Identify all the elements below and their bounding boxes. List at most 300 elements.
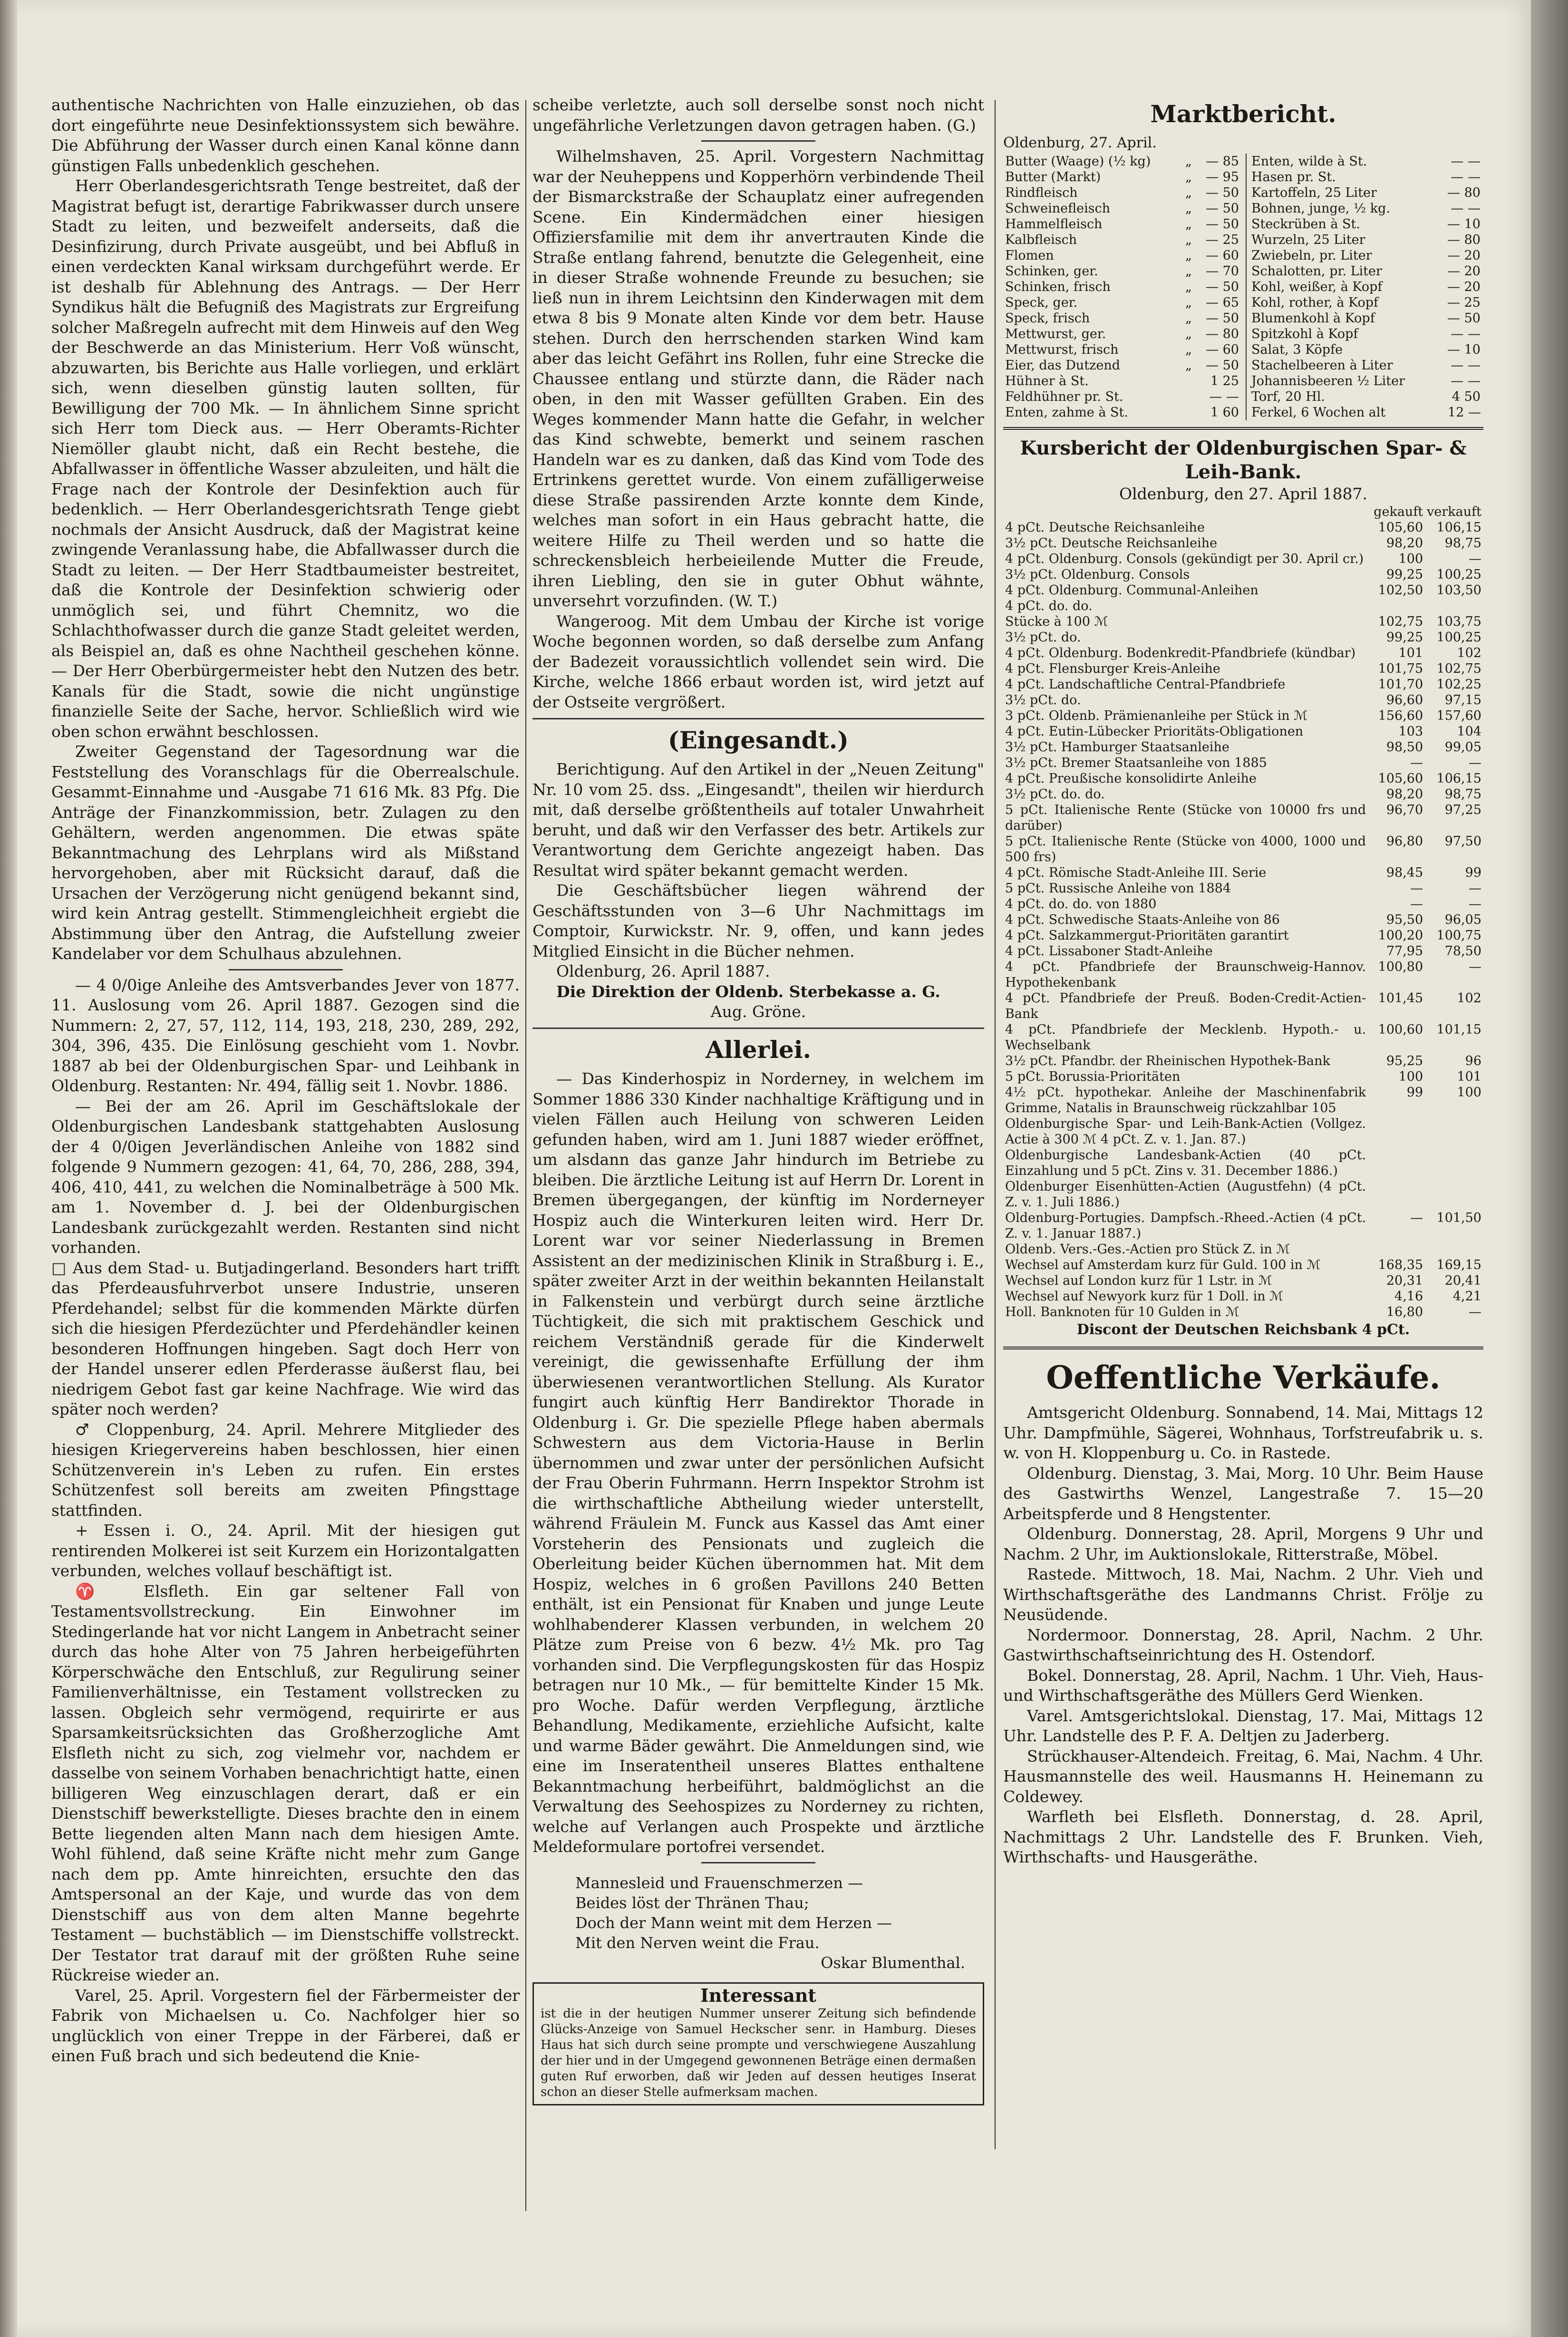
kurs-sold: 102 (1457, 990, 1481, 1006)
market-item: Blumenkohl à Kopf (1246, 310, 1440, 326)
kurs-bought: 168,35 (1378, 1257, 1423, 1272)
market-row (1003, 232, 1241, 248)
market-item: Hammelfleisch (1005, 216, 1103, 232)
kurs-bought: 16,80 (1386, 1304, 1423, 1319)
kurs-bought: 95,25 (1386, 1053, 1423, 1068)
kurs-sold: 99,05 (1444, 739, 1481, 755)
paragraph: Berichtigung. Auf den Artikel in der „Neuen Zeitung" Nr. 10 vom 25. dss. „Eingesandt", theilen wir hierdurch mit, daß derselbe größtentheils auf totaler Unwahrheit beruht, und daß wir den Verfasser des betr. Artikels zur Verantwortung dem Gerichte angezeigt haben. Das Resultat wird später bekannt gemacht werden. (532, 760, 984, 880)
paragraph: ♈ Elsfleth. Ein gar seltener Fall von Testamentsvollstreckung. Ein Einwohner im Stedingerlande hat vor nicht Langem in Anbetracht seiner durch das hohe Alter von 75 Jahren herbeigeführten Körperschwäche den Entschluß, zur Regulirung seiner Familienverhältnisse, ein Testament vollstrecken zu lassen. Obgleich sehr vermögend, requirirte er aus Sparsamkeitsrücksichten das Großherzogliche Amt Elsfleth nicht zu sich, zog vielmehr vor, nachdem er dasselbe von seinem Vorhaben benachrichtigt hatte, einen billigeren Weg einzuschlagen derart, daß er ein Dienstschiff bewerkstelligte. Dieses brachte den in einem Bette liegenden alten Mann nach dem hiesigen Amte. Wohl fühlend, daß seine Kräfte nicht mehr zum Gange nach dem pp. Amte hinreichten, ersuchte den das Amtspersonal an der Kaje, und wurde das von dem Dienstschiff aus von dem alten Manne begehrte Testament — buchstäblich — im Dienstschiffe vollstreckt. Der Testator trat darauf mit der größten Ruhe seine Rückreise wieder an. (51, 1581, 520, 1984)
paragraph: Wilhelmshaven, 25. April. Vorgestern Nachmittag war der Neuheppens und Kopperhörn verbindende Theil der Bismarckstraße der Schauplatz einer aufregenden Scene. Ein Kindermädchen einer hiesigen Offiziersfamilie mit dem ihr anvertrauten Kinde die Straße entlang fahrend, benutzte die Gelegenheit, eine in dieser Straße wohnende Freunde zu besuchen; sie ließ nun in ihrem Leichtsinn den Kinderwagen mit dem etwa 8 bis 9 Monate alten Kinde vor dem betr. Hause stehen. Durch den herrschenden starken Wind kam aber das leicht Gefährt ins Rollen, fuhr eine Strecke die Chaussee entlang und stürzte dann, die Räder nach oben, in den mit Wasser gefüllten Graben. Ein des Weges kommender Mann hatte die Gefahr, in welcher das Kind schwebte, bemerkt und seinem raschen Handeln war es zu danken, daß das Kind vom Tode des Ertrinkens gerettet wurde. Von einem zufälligerweise diese Straße passirenden Arzte konnte dem Kinde, welches man sofort in ein Haus gebracht hatte, die weitere Hilfe zu Theil werden und so hatte die schreckensbleich herbeieilende Mutter die Freude, ihren Liebling, den sie in guter Obhut wähnte, unversehrt vorzufinden. (W. T.) (532, 147, 984, 610)
kurs-row (1003, 881, 1483, 896)
kurs-header-cell: gekauft (1374, 504, 1423, 519)
market-item: Kohl, weißer, à Kopf (1246, 279, 1440, 295)
kurs-table (1003, 504, 1483, 1320)
market-item: Eier, das Dutzend (1005, 358, 1121, 373)
kurs-row (1003, 535, 1483, 551)
kurs-row (1003, 567, 1483, 582)
kurs-bought: 98,45 (1386, 865, 1423, 880)
divider (532, 718, 984, 719)
kurs-sold (1425, 1147, 1483, 1179)
kurs-sold: — (1469, 881, 1481, 896)
market-row (1246, 405, 1483, 420)
kurs-header-row (1003, 504, 1483, 520)
market-unit: „ (1185, 295, 1192, 310)
kurs-sold: 106,15 (1436, 520, 1481, 535)
kurs-sold: 4,21 (1452, 1289, 1481, 1304)
market-item: Stachelbeeren à Liter (1246, 358, 1440, 373)
divider (701, 140, 815, 142)
kurs-row (1003, 786, 1483, 802)
kurs-security: 4 pCt. Pfandbriefe der Braunschweig-Hannov. Hypothekenbank (1005, 959, 1366, 990)
market-price: — — (1451, 169, 1481, 184)
verkaeufe-title: Oeffentliche Verkäufe. (1046, 1359, 1441, 1396)
kurs-bought: 96,80 (1386, 834, 1423, 849)
market-unit: „ (1185, 326, 1192, 341)
kurs-sold: 157,60 (1436, 708, 1481, 723)
market-price: — 20 (1447, 279, 1481, 294)
market-item: Schinken, ger. (1005, 263, 1098, 279)
kurs-bought: 100,60 (1378, 1022, 1423, 1037)
advertisement-text: ist die in der heutigen Nummer unserer Zeitung sich befindende Glücks-Anzeige von Samuel Heckscher senr. in Hamburg. Dieses Haus hat sich durch seine prompte und verschwiegene Auszahlung der hier und in der Umgegend gewonnenen Beträge einen dermaßen guten Ruf erworben, daß wir Jeden auf dessen heutiges Inserat schon an dieser Stelle aufmerksam machen. (541, 2006, 976, 2099)
sale-notice: Nordermoor. Donnerstag, 28. April, Nachm. 2 Uhr. Gastwirthschaftseinrichtung des H. Ostendorf. (1003, 1625, 1483, 1664)
market-row (1246, 358, 1483, 373)
market-unit: „ (1185, 342, 1192, 357)
kurs-sold: 98,75 (1444, 786, 1481, 802)
market-row (1246, 389, 1483, 405)
kurs-sold (1425, 1179, 1483, 1210)
poem-line: Beides löst der Thränen Thau; (575, 1893, 809, 1912)
kurs-sold: 78,50 (1444, 943, 1481, 959)
sale-notice: Amtsgericht Oldenburg. Sonnabend, 14. Mai, Mittags 12 Uhr. Dampfmühle, Sägerei, Wohnhaus, Torfstreufabrik u. s. w. von H. Kloppenburg u. Co. in Rastede. (1003, 1403, 1483, 1462)
paragraph: □ Aus dem Stad- u. Butjadingerland. Besonders hart trifft das Pferdeausfuhrverbot unsere Industrie, unseren Pferdehandel; selbst für die kommenden Märkte dürfen sich die hiesigen Pferdezüchter und Pferdehändler keinen besonderen Hoffnungen hingeben. Sagt doch Herr von der Handel unserer edlen Pferderasse äußerst flau, bei niedrigem Gebot fast gar keine Nachfrage. Wie wird das später noch werden? (51, 1258, 520, 1418)
kurs-bought: 100,80 (1378, 959, 1423, 974)
kurs-security: 4 pCt. Deutsche Reichsanleihe (1005, 520, 1205, 535)
kurs-bought (1368, 1179, 1425, 1210)
market-item: Enten, wilde à St. (1246, 154, 1440, 169)
kurs-row (1003, 551, 1483, 567)
market-item: Kohl, rother, à Kopf (1246, 295, 1440, 310)
kurs-security: Oldenburger Eisenhütten-Actien (Augustfehn) (4 pCt. Z. v. 1. Juli 1886.) (1005, 1179, 1366, 1210)
kurs-sold: 100,25 (1436, 630, 1481, 645)
kurs-row (1003, 520, 1483, 535)
market-row (1246, 263, 1483, 279)
column-rule-1 (525, 100, 526, 2211)
kurs-row (1003, 1085, 1483, 1116)
market-price: — 70 (1206, 263, 1239, 279)
market-row (1003, 185, 1241, 201)
market-price: 4 50 (1452, 389, 1481, 404)
kursbericht-date: Oldenburg, den 27. April 1887. (1119, 484, 1367, 503)
market-item: Steckrüben à St. (1246, 216, 1440, 232)
kurs-security: 4 pCt. Landschaftliche Central-Pfandbriefe (1005, 677, 1286, 692)
kurs-sold: 104 (1457, 724, 1481, 739)
market-row (1003, 405, 1241, 420)
market-row (1003, 154, 1241, 169)
kurs-bought: 103 (1398, 724, 1423, 739)
kurs-bought: 101,70 (1378, 677, 1423, 692)
market-unit (1179, 389, 1198, 405)
paragraph: — 4 0/0ige Anleihe des Amtsverbandes Jever von 1877. 11. Auslosung vom 26. April 1887. Gezogen sind die Nummern: 2, 27, 57, 112, 114, 193, 218, 230, 289, 292, 304, 396, 435. Die Einlösung geschieht vom 1. Novbr. 1887 ab bei der Oldenburgischen Spar- und Leihbank in Oldenburg. Restanten: Nr. 494, fällig seit 1. Novbr. 1886. (51, 975, 520, 1095)
kurs-sold: 101 (1457, 1069, 1481, 1084)
market-unit: „ (1185, 263, 1192, 279)
market-price: — 50 (1206, 201, 1239, 216)
kurs-row (1003, 1273, 1483, 1289)
binding-gutter (0, 0, 17, 2337)
kurs-bought: 98,20 (1386, 786, 1423, 802)
kurs-row (1003, 802, 1483, 834)
market-item: Johannisbeeren ½ Liter (1246, 373, 1440, 389)
market-item: Wurzeln, 25 Liter (1246, 232, 1440, 248)
kurs-row (1003, 1289, 1483, 1304)
market-row (1003, 263, 1241, 279)
market-table (1003, 154, 1483, 420)
market-unit: „ (1185, 279, 1192, 294)
market-row (1246, 342, 1483, 358)
kurs-security: 4 pCt. Schwedische Staats-Anleihe von 86 (1005, 912, 1280, 927)
kurs-bought: 99,25 (1386, 630, 1423, 645)
kurs-security: 5 pCt. Italienische Rente (Stücke von 4000, 1000 und 500 frs) (1005, 834, 1366, 864)
kurs-sold (1425, 598, 1483, 614)
kurs-bought: 102,75 (1378, 614, 1423, 629)
marktbericht-date: Oldenburg, 27. April. (1003, 135, 1157, 151)
market-item: Schweinefleisch (1005, 201, 1111, 216)
column-rule-2 (995, 100, 996, 2149)
market-row (1003, 169, 1241, 185)
section-title-eingesandt: (Eingesandt.) (668, 726, 849, 754)
kurs-sold: — (1469, 1304, 1481, 1319)
market-price: — — (1451, 201, 1481, 216)
kurs-sold: 100 (1457, 1085, 1481, 1100)
kurs-row (1003, 834, 1483, 865)
kurs-security: 3½ pCt. do. do. (1005, 786, 1105, 802)
market-row (1246, 279, 1483, 295)
kurs-sold: 102 (1457, 645, 1481, 660)
kurs-sold: 100,75 (1436, 928, 1481, 943)
market-row (1003, 201, 1241, 216)
kurs-row (1003, 630, 1483, 645)
kurs-security: 3½ pCt. Bremer Staatsanleihe von 1885 (1005, 755, 1267, 770)
kurs-bought: 98,20 (1386, 535, 1423, 551)
market-price: — 60 (1206, 342, 1239, 357)
market-row (1246, 232, 1483, 248)
market-unit: „ (1185, 248, 1192, 263)
kurs-bought: 96,70 (1386, 802, 1423, 817)
paragraph: Die Geschäftsbücher liegen während der Geschäftsstunden von 3—6 Uhr Nachmittags im Comptoir, Kurwickstr. Nr. 9, offen, und kann jedes Mitglied Einsicht in die Bücher nehmen. (532, 881, 984, 960)
kurs-row (1003, 614, 1483, 630)
market-unit: „ (1185, 232, 1192, 247)
divider (532, 1028, 984, 1029)
kurs-row (1003, 677, 1483, 692)
kurs-bought: 99,25 (1386, 567, 1423, 582)
market-unit: „ (1185, 185, 1192, 200)
poem-author: Oskar Blumenthal. (821, 1953, 965, 1972)
divider (701, 1862, 815, 1863)
market-row (1003, 216, 1241, 232)
kurs-security: 3 pCt. Oldenb. Prämienanleihe per Stück in ℳ (1005, 708, 1308, 723)
market-item: Rindfleisch (1005, 185, 1078, 200)
kurs-sold: 102,25 (1436, 677, 1481, 692)
kurs-bought: — (1410, 881, 1423, 896)
market-price: — — (1451, 358, 1481, 373)
kurs-security: Oldenburgische Landesbank-Actien (40 pCt. Einzahlung und 5 pCt. Zins v. 31. December 1886.) (1005, 1147, 1366, 1178)
paragraph: authentische Nachrichten von Halle einzuziehen, ob das dort eingeführte neue Desinfektionssystem sich bewähre. Die Abführung der Wasser durch einen Kanal könne dann günstigen Falls unbedenklich geschehen. (51, 96, 520, 175)
paragraph: — Bei der am 26. April im Geschäftslokale der Oldenburgischen Landesbank stattgehabten Auslosung der 4 0/0igen Jeverländischen Anleihe von 1882 sind folgende 9 Nummern gezogen: 41, 64, 70, 286, 288, 394, 406, 410, 441, zu welchen die Nominalbeträge à 500 Mk. am 1. November d. J. bei der Oldenburgischen Landesbank zurückgezahlt werden. Restanten sind nicht vorhanden. (51, 1096, 520, 1257)
kurs-security: 4 pCt. Pfandbriefe der Preuß. Boden-Credit-Actien-Bank (1005, 990, 1366, 1021)
paragraph: Herr Oberlandesgerichtsrath Tenge bestreitet, daß der Magistrat befugt ist, derartige Fabrikwasser durch unsere Stadt zu leiten, und bezweifelt anderseits, daß die Desinfizirung, durch Private ausgeübt, und bei Abfluß in einen verdeckten Kanal wirksam durchgeführt werde. Er ist deshalb für Ablehnung des Antrags. — Der Herr Syndikus hält die Befugniß des Magistrats zur Ergreifung solcher Maßregeln aufrecht mit dem Hinweis auf den Weg der Beschwerde an das Ministerium. Herr Voß wünscht, abzuwarten, bis Berichte aus Halle vorliegen, und erklärt sich, wenn dieselben günstig lauten sollten, für Bewilligung der 700 Mk. — In ähnlichem Sinne spricht sich Herr tom Dieck aus. — Herr Oberamts-Richter Niemöller glaubt nicht, daß ein Recht bestehe, die Abfallwasser in öffentliche Wasser abzuleiten, und hält die Frage nach der Kontrole der Desinfektion auch für bedenklich. — Herr Oberlandesgerichtsrath Tenge giebt nochmals der Ansicht Ausdruck, daß der Magistrat keine zwingende Veranlassung habe, die Abfallwasser durch die Stadt zu leiten. — Der Herr Stadtbaumeister bestreitet, daß die Kontrole der Desinfektion schwierig oder unmöglich sei, und führt Chemnitz, wo die Schlachthofwasser durch die ganze Stadt geleitet werden, als Beispiel an, daß es ohne Nachtheil geschehen könne. — Der Herr Oberbürgermeister hebt den Nutzen des betr. Kanals für die Stadt, sowie die nicht ungünstige finanzielle Seite der Sache, hervor. Schließlich wird wie oben schon erwähnt beschlossen. (51, 176, 520, 741)
kurs-security: 4 pCt. Lissaboner Stadt-Anleihe (1005, 943, 1213, 959)
market-row (1246, 248, 1483, 263)
kurs-security: 4½ pCt. hypothekar. Anleihe der Maschinenfabrik Grimme, Natalis in Braunschweig rückzahlbar 105 (1005, 1085, 1366, 1115)
kurs-header-cell: verkauft (1427, 504, 1481, 519)
kurs-security: Oldenburg-Portugies. Dampfsch.-Rheed.-Actien (4 pCt. Z. v. 1. Januar 1887.) (1005, 1210, 1366, 1241)
kurs-row (1003, 582, 1483, 598)
kurs-security: 4 pCt. Römische Stadt-Anleihe III. Serie (1005, 865, 1267, 880)
market-price: 1 25 (1210, 373, 1239, 388)
section-title-allerlei: Allerlei. (705, 1036, 812, 1064)
kurs-security: 5 pCt. Italienische Rente (Stücke von 10000 frs und darüber) (1005, 802, 1366, 833)
kurs-row (1003, 1116, 1483, 1147)
sale-notice: Strückhauser-Altendeich. Freitag, 6. Mai, Nachm. 4 Uhr. Hausmannstelle des weil. Hausmanns H. Heinemann zu Coldewey. (1003, 1746, 1483, 1806)
page-edge (1531, 0, 1568, 2337)
market-price: — 80 (1206, 326, 1239, 341)
kurs-bought (1368, 1116, 1425, 1147)
kurs-bought: 99 (1406, 1085, 1423, 1100)
kurs-bought: 156,60 (1378, 708, 1423, 723)
market-price: — 65 (1206, 295, 1239, 310)
kurs-row (1003, 1257, 1483, 1273)
market-row (1003, 358, 1241, 373)
market-item: Feldhühner pr. St. (1005, 389, 1123, 404)
market-price: — 80 (1447, 232, 1481, 247)
kurs-bought: 101,75 (1378, 661, 1423, 676)
market-item: Spitzkohl à Kopf (1246, 326, 1440, 342)
market-item: Torf, 20 Hl. (1246, 389, 1440, 405)
kurs-bought: 95,50 (1386, 912, 1423, 927)
paragraph: Varel, 25. April. Vorgestern fiel der Färbermeister der Fabrik von Michaelsen u. Co. Nachfolger hier so unglücklich von einer Treppe in der Färberei, daß er einen Fuß brach und sich bedeutend die Knie- (51, 1986, 520, 2065)
market-price: — 95 (1206, 169, 1239, 184)
market-unit (1179, 373, 1198, 389)
kurs-bought: 101 (1398, 645, 1423, 660)
sale-notice: Warfleth bei Elsfleth. Donnerstag, d. 28. April, Nachmittags 2 Uhr. Landstelle des F. Brunken. Vieh, Wirthschafts- und Hausgeräthe. (1003, 1807, 1483, 1866)
market-unit: „ (1185, 216, 1192, 232)
kurs-row (1003, 1210, 1483, 1241)
kurs-row (1003, 943, 1483, 959)
kurs-sold: 101,50 (1436, 1210, 1481, 1225)
kurs-security: 4 pCt. Pfandbriefe der Mecklenb. Hypoth.- u. Wechselbank (1005, 1022, 1366, 1053)
market-price: — 50 (1206, 358, 1239, 373)
market-item: Kartoffeln, 25 Liter (1246, 185, 1440, 201)
kurs-sold: 100,25 (1436, 567, 1481, 582)
market-price: — 25 (1447, 295, 1481, 310)
kurs-security: 3½ pCt. Pfandbr. der Rheinischen Hypothek-Bank (1005, 1053, 1330, 1068)
market-price: — 50 (1206, 310, 1239, 326)
kurs-row (1003, 1179, 1483, 1210)
paragraph: Zweiter Gegenstand der Tagesordnung war die Feststellung des Voranschlags für die Oberrealschule. Gesammt-Einnahme und -Ausgabe 71 616 Mk. 83 Pfg. Die Anträge der Finanzkommission, betr. Zulagen zu den Gehältern, werden angenommen. Die etwas späte Bekanntmachung des Lehrplans wird als Mißstand hervorgehoben, aber mit Rücksicht darauf, daß die Ursachen der Verzögerung nicht genügend bekannt sind, wird kein Antrag gestellt. Stimmengleichheit ergiebt die Abstimmung über den Antrag, die Aufstellung zweier Kandelaber vor dem Schulhaus abzulehnen. (51, 742, 520, 963)
kurs-security: 5 pCt. Borussia-Prioritäten (1005, 1069, 1181, 1084)
kurs-security: 3½ pCt. do. (1005, 630, 1081, 645)
kurs-bought: 4,16 (1394, 1289, 1423, 1304)
kurs-security: 3½ pCt. Hamburger Staatsanleihe (1005, 739, 1229, 755)
kurs-bought: 98,50 (1386, 739, 1423, 755)
market-item: Speck, ger. (1005, 295, 1078, 310)
kurs-security: 4 pCt. Oldenburg. Consols (gekündigt per 30. April cr.) (1005, 551, 1364, 566)
kursbericht-title: Kursbericht der Oldenburgischen Spar- & Leih-Bank. (1020, 436, 1467, 483)
kurs-security: 5 pCt. Russische Anleihe von 1884 (1005, 881, 1231, 896)
kurs-security: 3½ pCt. do. (1005, 692, 1081, 708)
kurs-row (1003, 598, 1483, 614)
verkaeufe-list (1003, 1403, 1483, 1868)
market-row (1246, 216, 1483, 232)
market-row (1246, 310, 1483, 326)
market-price: — 80 (1447, 185, 1481, 200)
kurs-bought: 100,20 (1378, 928, 1423, 943)
market-row (1246, 154, 1483, 169)
market-price: — — (1451, 326, 1481, 341)
kurs-bought: 100 (1398, 551, 1423, 566)
market-unit: „ (1185, 201, 1192, 216)
market-row (1246, 326, 1483, 342)
kurs-row (1003, 912, 1483, 928)
paragraph: scheibe verletzte, auch soll derselbe sonst noch nicht ungefährliche Verletzungen davon getragen haben. (G.) (532, 96, 984, 135)
market-table-right (1246, 154, 1483, 420)
market-price: — 60 (1206, 248, 1239, 263)
kurs-row (1003, 1147, 1483, 1179)
market-item: Butter (Markt) (1005, 169, 1101, 184)
kurs-row (1003, 896, 1483, 912)
market-price: — 20 (1447, 248, 1481, 263)
kurs-row (1003, 755, 1483, 771)
kurs-security: 4 pCt. Eutin-Lübecker Prioritäts-Obligationen (1005, 724, 1304, 739)
kurs-security: 4 pCt. Oldenburg. Bodenkredit-Pfandbriefe (kündbar) (1005, 645, 1356, 660)
kurs-security: Stücke à 100 ℳ (1005, 614, 1108, 629)
kurs-security: Holl. Banknoten für 10 Gulden in ℳ (1005, 1304, 1239, 1319)
market-price: — 25 (1206, 232, 1239, 247)
market-item: Salat, 3 Köpfe (1246, 342, 1440, 358)
kurs-row (1003, 990, 1483, 1022)
market-price: — 50 (1447, 310, 1481, 326)
market-item: Enten, zahme à St. (1005, 405, 1128, 420)
kurs-sold: — (1469, 896, 1481, 912)
market-row (1003, 248, 1241, 263)
market-row (1003, 326, 1241, 342)
kurs-bought (1368, 598, 1425, 614)
market-price: — 50 (1206, 216, 1239, 232)
kurs-bought: — (1410, 1210, 1423, 1225)
kurs-sold: 20,41 (1444, 1273, 1481, 1288)
dateline: Oldenburg, 26. April 1887. (556, 962, 770, 980)
market-item: Schalotten, pr. Liter (1246, 263, 1440, 279)
kurs-security: Wechsel auf London kurz für 1 Lstr. in ℳ (1005, 1273, 1272, 1288)
kurs-sold: 96,05 (1444, 912, 1481, 927)
market-price: — — (1451, 154, 1481, 169)
kurs-sold: — (1469, 551, 1481, 566)
signature-name: Aug. Gröne. (710, 1002, 806, 1021)
kurs-sold: 96 (1465, 1053, 1481, 1068)
kurs-sold: 169,15 (1436, 1257, 1481, 1272)
kurs-sold: — (1469, 755, 1481, 770)
market-item: Bohnen, junge, ½ kg. (1246, 201, 1440, 216)
paragraph: — Das Kinderhospiz in Norderney, in welchem im Sommer 1886 330 Kinder nachhaltige Kräftigung und in vielen Fällen auch Heilung von schweren Leiden gefunden haben, wird am 1. Juni 1887 wieder eröffnet, um alsdann das ganze Jahr hindurch im Betriebe zu bleiben. Die ärztliche Leitung ist auf Herrn Dr. Lorent in Bremen übergegangen, der künftig im Norderneyer Hospiz auch die Winterkuren leiten wird. Herr Dr. Lorent war vor seiner Niederlassung in Bremen Assistent an der medizinischen Klinik in Straßburg i. E., später zweiter Arzt in der weithin bekannten Heilanstalt in Falkenstein und verbürgt durch seine ärztliche Tüchtigkeit, die sich mit praktischem Geschick und reichem Verständniß gerade für die Kinderwelt vereinigt, die gewissenhafte Erfüllung der ihm überwiesenen verantwortlichen Stellung. Als Kurator fungirt auch künftig Herr Bandirektor Thorade in Oldenburg i. Gr. Die spezielle Pflege haben abermals Schwestern aus dem Victoria-Hause in Berlin übernommen und zwar unter der persönlichen Aufsicht der Frau Oberin Fuhrmann. Herrn Inspektor Strohm ist die wirthschaftliche Abtheilung wieder unterstellt, während Fräulein M. Funck aus Kassel das Amt einer Vorsteherin des Pensionats und zugleich die Oberleitung beider Küchen übernommen hat. Mit dem Hospiz, welches in 6 großen Pavillons 240 Betten enthält, ist ein Pensionat für Knaben und junge Leute wohlhabenderer Klassen verbunden, in welchem 20 Plätze zum Preise von 6 bezw. 4½ Mk. pro Tag vorhanden sind. Die Verpflegungskosten für das Hospiz betragen nur 10 Mk., — für bemittelte Kinder 15 Mk. pro Woche. Dafür werden Verpflegung, ärztliche Behandlung, Medikamente, erziehliche Aufsicht, kalte und warme Bäder gewährt. Die Anmeldungen sind, wie eine im Inseratentheil unseres Blattes enthaltene Bekanntmachung herbeiführt, baldmöglichst an die Verwaltung des Seehospizes zu Norderney zu richten, welche auf Verlangen auch Prospekte und ärztliche Meldeformulare portofrei versendet. (532, 1069, 984, 1856)
kurs-security: 4 pCt. Preußische konsolidirte Anleihe (1005, 771, 1257, 786)
market-row (1003, 279, 1241, 295)
market-item: Zwiebeln, pr. Liter (1246, 248, 1440, 263)
kurs-security: 4 pCt. Flensburger Kreis-Anleihe (1005, 661, 1220, 676)
kurs-security: 3½ pCt. Oldenburg. Consols (1005, 567, 1190, 582)
market-price: — 10 (1447, 216, 1481, 232)
market-unit: „ (1185, 310, 1192, 326)
kurs-security: Oldenb. Vers.-Ges.-Actien pro Stück Z. in ℳ (1005, 1241, 1290, 1257)
kurs-sold: 106,15 (1436, 771, 1481, 786)
kurs-row (1003, 645, 1483, 661)
kurs-bought: 105,60 (1378, 520, 1423, 535)
kurs-row (1003, 739, 1483, 755)
market-unit: „ (1185, 169, 1192, 184)
poem-line: Doch der Mann weint mit dem Herzen — (575, 1913, 892, 1932)
kurs-row (1003, 1241, 1483, 1257)
kurs-row (1003, 1022, 1483, 1053)
market-price: — 50 (1206, 185, 1239, 200)
market-row (1246, 373, 1483, 389)
column-2 (532, 95, 984, 2235)
market-price: — — (1451, 373, 1481, 388)
kurs-security: 4 pCt. do. do. (1005, 598, 1093, 613)
kurs-sold (1425, 1241, 1483, 1257)
kurs-bought: 77,95 (1386, 943, 1423, 959)
market-item: Flomen (1005, 248, 1054, 263)
kurs-sold: 98,75 (1444, 535, 1481, 551)
kurs-bought: 105,60 (1378, 771, 1423, 786)
advertisement-box (532, 1982, 984, 2105)
sale-notice: Rastede. Mittwoch, 18. Mai, Nachm. 2 Uhr. Vieh und Wirthschaftsgeräthe des Landmanns Christ. Frölje zu Neusüdende. (1003, 1565, 1483, 1624)
paragraph: ♂ Cloppenburg, 24. April. Mehrere Mitglieder des hiesigen Kriegervereins haben beschlossen, hier einen Schützenverein in's Leben zu rufen. Ein erstes Schützenfest soll bereits am zweiten Pfingsttage stattfinden. (51, 1420, 520, 1520)
kurs-bought: 100 (1398, 1069, 1423, 1084)
advertisement-title: Interessant (700, 1984, 816, 2006)
kurs-sold: 102,75 (1436, 661, 1481, 676)
column-3 (1003, 95, 1483, 2235)
kurs-security: 3½ pCt. Deutsche Reichsanleihe (1005, 535, 1218, 551)
kurs-sold: 97,15 (1444, 692, 1481, 708)
kurs-bought (1368, 1147, 1425, 1179)
kurs-sold: 99 (1465, 865, 1481, 880)
market-row (1003, 310, 1241, 326)
kurs-row (1003, 724, 1483, 739)
market-price: — 85 (1206, 154, 1239, 169)
market-row (1246, 201, 1483, 216)
kurs-row (1003, 692, 1483, 708)
market-item: Mettwurst, frisch (1005, 342, 1119, 357)
kurs-row (1003, 708, 1483, 724)
kurs-row (1003, 1304, 1483, 1320)
kurs-row (1003, 959, 1483, 990)
poem-line: Mannesleid und Frauenschmerzen — (575, 1873, 863, 1892)
divider (1003, 1347, 1483, 1349)
market-item: Kalbfleisch (1005, 232, 1077, 247)
kurs-sold: 97,25 (1444, 802, 1481, 817)
kurs-bought (1368, 1241, 1425, 1257)
kurs-security: Wechsel auf Amsterdam kurz für Guld. 100 in ℳ (1005, 1257, 1321, 1272)
kurs-bought: 102,50 (1378, 582, 1423, 598)
market-item: Hühner à St. (1005, 373, 1089, 388)
poem-line: Mit den Nerven weint die Frau. (575, 1933, 820, 1952)
market-unit: „ (1185, 358, 1192, 373)
sale-notice: Oldenburg. Donnerstag, 28. April, Morgens 9 Uhr und Nachm. 2 Uhr, im Auktionslokale, Ritterstraße, Möbel. (1003, 1524, 1483, 1563)
market-price: — 10 (1447, 342, 1481, 357)
market-row (1003, 295, 1241, 310)
market-price: — 20 (1447, 263, 1481, 279)
market-item: Mettwurst, ger. (1005, 326, 1106, 341)
discont-line: Discont der Deutschen Reichsbank 4 pCt. (1076, 1321, 1410, 1338)
market-item: Schinken, frisch (1005, 279, 1111, 294)
